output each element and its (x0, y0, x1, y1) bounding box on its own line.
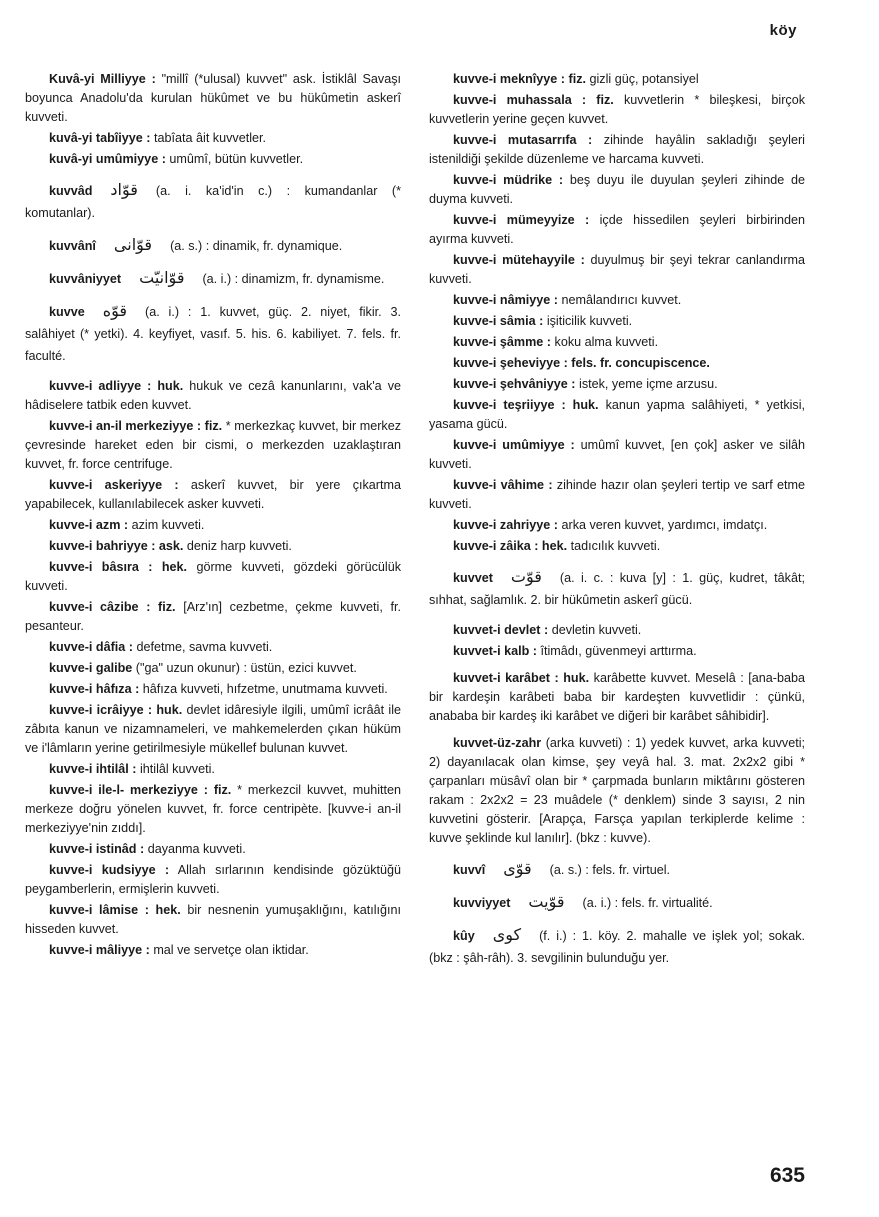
definition: Allah sırlarının kendisinde gözüktüğü peygamberlerin, ermişlerin kuvveti. (25, 863, 402, 896)
definition: bir nesnenin yumuşaklığını, katılığını hisseden kuvvet. (25, 903, 401, 936)
definition: karâbette kuvvet. Meselâ : [ana-baba bir kardeşin karâbeti baba bir kardeşten kuvvetlidir : çünkü, anababa bir kardeş iki karâbet ve diğeri bir karâbet sâhibidir]. (429, 671, 806, 723)
dictionary-entry (25, 680, 401, 699)
arabic-script: قوّيت (528, 892, 565, 911)
dictionary-entry (25, 129, 401, 148)
dictionary-entry (429, 476, 805, 514)
headword: kuvve-i kudsiyye : (49, 863, 170, 877)
headword: kuvve-i muhassala : fiz. (453, 93, 614, 107)
page-number: 635 (769, 1164, 805, 1187)
definition: tabîata âit kuvvetler. (154, 131, 267, 145)
definition: [Arz'ın] cezbetme, çekme kuvveti, fr. pesanteur. (25, 600, 401, 633)
dictionary-entry (25, 781, 401, 838)
headword: kuvve-i hâfıza : (49, 682, 140, 696)
headword: kuvve-i sâmia : (453, 314, 544, 328)
definition: devlet idâresiyle ilgili, umûmî icrâât ile zâbıta kanun ve nizamnameleri, ve mahkemelerden çıkan hüküm ve i'lâmların yerine getirilmesiyle mükellef bulunan kuvvet. (25, 703, 401, 755)
dictionary-entry (429, 436, 805, 474)
dictionary-entry (25, 537, 401, 556)
dictionary-entry (429, 333, 805, 352)
running-head: köy (769, 22, 797, 39)
definition: (a. i.) : 1. kuvvet, güç. 2. niyet, fikir. 3. salâhiyet (* yetki). 4. keyfiyet, vasıf. 5. his. 6. kabiliyet. 7. fels. fr. faculté. (25, 305, 401, 363)
headword: kuvvet-i kalb : (453, 644, 537, 658)
headword: kuvvî (453, 863, 486, 877)
definition: (a. s.) : fels. fr. virtuel. (549, 863, 671, 877)
headword: kuvve-i zâika : hek. (453, 539, 568, 553)
definition: ihtilâl kuvveti. (139, 762, 215, 776)
headword: kuvve-i mâliyye : (49, 943, 150, 957)
dictionary-entry (25, 901, 401, 939)
dictionary-entry (25, 659, 401, 678)
headword: kuvve-i teşriiyye : huk. (453, 398, 599, 412)
headword: kuvve-i şehvâniyye : (453, 377, 576, 391)
definition: * merkezkaç kuvvet, bir merkez çevresinde hareket eden bir cismi, o merkezden uzaklaştıran kuvvet, fr. force centrifuge. (25, 419, 402, 471)
dictionary-entry (429, 312, 805, 331)
headword: kuvvet-i karâbet : huk. (453, 671, 590, 685)
arabic-script: قوّانيّت (139, 268, 185, 287)
headword: kuvvâd (49, 184, 93, 198)
dictionary-entry (429, 621, 805, 640)
dictionary-entry (25, 941, 401, 960)
definition: gizli güç, potansiyel (589, 72, 699, 86)
definition: içde hissedilen şeyleri birbirinden ayırma kuvveti. (429, 213, 806, 246)
right-column (429, 70, 805, 979)
arabic-script: قوّى (503, 859, 532, 878)
headword: kuvve-i müdrike : (453, 173, 564, 187)
dictionary-entry (429, 858, 805, 881)
dictionary-entry (25, 377, 401, 415)
dictionary-entry (25, 638, 401, 657)
headword: kuvvet-üz-zahr (453, 736, 542, 750)
dictionary-entry (429, 669, 805, 726)
headword: kuvve (49, 305, 85, 319)
arabic-script: قوّاد (110, 180, 138, 199)
arabic-script: قوّانى (113, 235, 153, 254)
headword: kuvvânî (49, 239, 96, 253)
headword: kuvve-i mütehayyile : (453, 253, 585, 267)
headword: kuvve-i ile-l- merkeziyye : fiz. (49, 783, 232, 797)
dictionary-entry (25, 417, 401, 474)
dictionary-entry (429, 354, 805, 373)
definition: "millî (*ulusal) kuvvet" ask. İstiklâl Savaşı boyunca Anadolu'da kurulan hükûmet ve bu hükûmetin askerî kuvveti. (25, 72, 402, 124)
dictionary-entry (429, 70, 805, 89)
definition: (a. i.) : fels. fr. virtualité. (582, 896, 713, 910)
dictionary-entry (429, 131, 805, 169)
headword: Kuvâ-yi Milliyye : (49, 72, 156, 86)
headword: kuvve-i galibe (49, 661, 133, 675)
definition: (a. s.) : dinamik, fr. dynamique. (170, 239, 343, 253)
dictionary-entry (429, 566, 805, 611)
definition: (a. i. ka'id'in c.) : kumandanlar (* komutanlar). (25, 184, 401, 220)
arabic-script: كوى (492, 925, 522, 944)
dictionary-entry (429, 924, 805, 969)
headword: kuvve-i zahriyye : (453, 518, 558, 532)
headword: kuvve-i mümeyyize : (453, 213, 590, 227)
definition: zihinde hazır olan şeyleri tertip ve sarf etme kuvveti. (429, 478, 805, 511)
dictionary-entry (429, 375, 805, 394)
dictionary-entry (25, 558, 401, 596)
headword: kuvve-i şâmme : (453, 335, 552, 349)
headword: kuvve-i azm : (49, 518, 129, 532)
definition: umûmî, bütün kuvvetler. (169, 152, 304, 166)
definition: askerî kuvvet, bir yere çıkartma yapabilecek, kullanılabilecek asker kuvveti. (25, 478, 401, 511)
dictionary-entry (429, 891, 805, 914)
dictionary-entry (429, 291, 805, 310)
definition: ("ga" uzun okunur) : üstün, ezici kuvvet. (135, 661, 357, 675)
dictionary-entry (429, 251, 805, 289)
definition: * merkezcil kuvvet, muhitten merkeze doğru yönelen kuvvet, fr. force centripète. [kuvve-i an-il merkeziyye'nin zıddı]. (25, 783, 402, 835)
definition: (a. i. c. : kuva [y] : 1. güç, kudret, tâkât; sıhhat, sağlamlık. 2. bir hükûmetin askerî gücü. (429, 571, 805, 607)
definition: duyulmuş bir şeyi tekrar canlandırma kuvveti. (429, 253, 806, 286)
arabic-script: قوّت (510, 567, 542, 586)
definition: (f. i.) : 1. köy. 2. mahalle ve işlek yol; sokak. (bkz : şâh-râh). 3. sevgilinin bulunduğu yer. (429, 929, 805, 965)
definition: deniz harp kuvveti. (186, 539, 292, 553)
headword: kuvve-i nâmiyye : (453, 293, 558, 307)
headword: kuvve-i icrâiyye : huk. (49, 703, 183, 717)
dictionary-entry (429, 91, 805, 129)
left-column (25, 70, 401, 962)
definition: concupiscence. (615, 356, 710, 370)
headword: kuvviyyet (453, 896, 511, 910)
definition: işiticilik kuvveti. (546, 314, 633, 328)
definition: hâfıza kuvveti, hıfzetme, unutmama kuvveti. (142, 682, 388, 696)
dictionary-entry (429, 734, 805, 848)
headword: kuvvet (453, 571, 493, 585)
definition: istek, yeme içme arzusu. (579, 377, 718, 391)
headword: kuvvâniyyet (49, 272, 122, 286)
dictionary-entry (25, 70, 401, 127)
dictionary-entry (25, 760, 401, 779)
dictionary-entry (25, 861, 401, 899)
headword: kuvve-i askeriyye : (49, 478, 179, 492)
dictionary-entry (25, 476, 401, 514)
dictionary-entry (429, 171, 805, 209)
definition: (a. i.) : dinamizm, fr. dynamisme. (202, 272, 385, 286)
headword: kuvve-i bahriyye : ask. (49, 539, 184, 553)
definition: görme kuvveti, gözdeki görücülük kuvveti. (25, 560, 402, 593)
definition: (arka kuvveti) : 1) yedek kuvvet, arka kuvveti; 2) dayanılacak olan kimse, şey veyâ hal. 3. mat. 2x2x2 gibi * çarpanları müsâvî olan bir * çarpmada bunların miktârını gösteren rakam : 2x2x2 = 23 muâdele (* denklem) sinde 3 sayısı, 2 nin kuvvetini gösterir. [Arapça, Farsça yapılan terkiplerde kelime : kuvve şeklinde kul lanılır]. (bkz : kuvve). (429, 736, 806, 845)
headword: kuvve-i an-il merkeziyye : fiz. (49, 419, 223, 433)
headword: kuvve-i ihtilâl : (49, 762, 137, 776)
headword: kuvâ-yi umûmiyye : (49, 152, 166, 166)
headword: kûy (453, 929, 475, 943)
definition: îtimâdı, güvenmeyi arttırma. (540, 644, 697, 658)
definition: tadıcılık kuvveti. (570, 539, 661, 553)
headword: kuvve-i dâfia : (49, 640, 133, 654)
headword: kuvâ-yi tabîiyye : (49, 131, 151, 145)
headword: kuvve-i vâhime : (453, 478, 553, 492)
definition: zihinde hayâlin sakladığı şeyleri istenildiği şekilde düzenleme ve harcama kuvveti. (429, 133, 805, 166)
dictionary-entry (25, 267, 401, 290)
dictionary-entry (429, 537, 805, 556)
definition: defetme, savma kuvveti. (136, 640, 273, 654)
definition: mal ve servetçe olan iktidar. (153, 943, 309, 957)
dictionary-entry (25, 701, 401, 758)
definition: arka veren kuvvet, yardımcı, imdatçı. (561, 518, 768, 532)
definition: nemâlandırıcı kuvvet. (561, 293, 682, 307)
dictionary-entry (25, 234, 401, 257)
headword: kuvve-i câzibe : fiz. (49, 600, 176, 614)
dictionary-entry (25, 179, 401, 224)
dictionary-entry (429, 642, 805, 661)
headword: kuvve-i meknîyye : fiz. (453, 72, 586, 86)
definition: kanun yapma salâhiyeti, * yetkisi, yasama gücü. (429, 398, 806, 431)
definition: beş duyu ile duyulan şeyleri zihinde de duyma kuvveti. (429, 173, 806, 206)
dictionary-entry (25, 598, 401, 636)
definition: azim kuvveti. (131, 518, 205, 532)
definition: koku alma kuvveti. (554, 335, 659, 349)
headword: kuvve-i adliyye : huk. (49, 379, 184, 393)
headword: kuvve-i lâmise : hek. (49, 903, 181, 917)
definition: dayanma kuvveti. (147, 842, 246, 856)
headword: kuvve-i mutasarrıfa : (453, 133, 593, 147)
dictionary-entry (25, 150, 401, 169)
definition: kuvvetlerin * bileşkesi, birçok kuvvetlerin yerine geçen kuvvet. (429, 93, 806, 126)
arabic-script: قوّه (102, 301, 128, 320)
headword: kuvve-i şeheviyye : fels. fr. (453, 356, 612, 370)
dictionary-entry (25, 516, 401, 535)
dictionary-entry (429, 516, 805, 535)
headword: kuvve-i umûmiyye : (453, 438, 575, 452)
dictionary-entry (429, 396, 805, 434)
headword: kuvve-i istinâd : (49, 842, 145, 856)
definition: devletin kuvveti. (551, 623, 642, 637)
headword: kuvve-i bâsıra : hek. (49, 560, 188, 574)
headword: kuvvet-i devlet : (453, 623, 549, 637)
dictionary-entry (25, 840, 401, 859)
definition: hukuk ve cezâ kanunlarını, vak'a ve hâdiselere tatbik eden kuvvet. (25, 379, 401, 412)
dictionary-entry (25, 300, 401, 367)
definition: umûmî kuvvet, [en çok] asker ve silâh kuvveti. (429, 438, 806, 471)
dictionary-entry (429, 211, 805, 249)
